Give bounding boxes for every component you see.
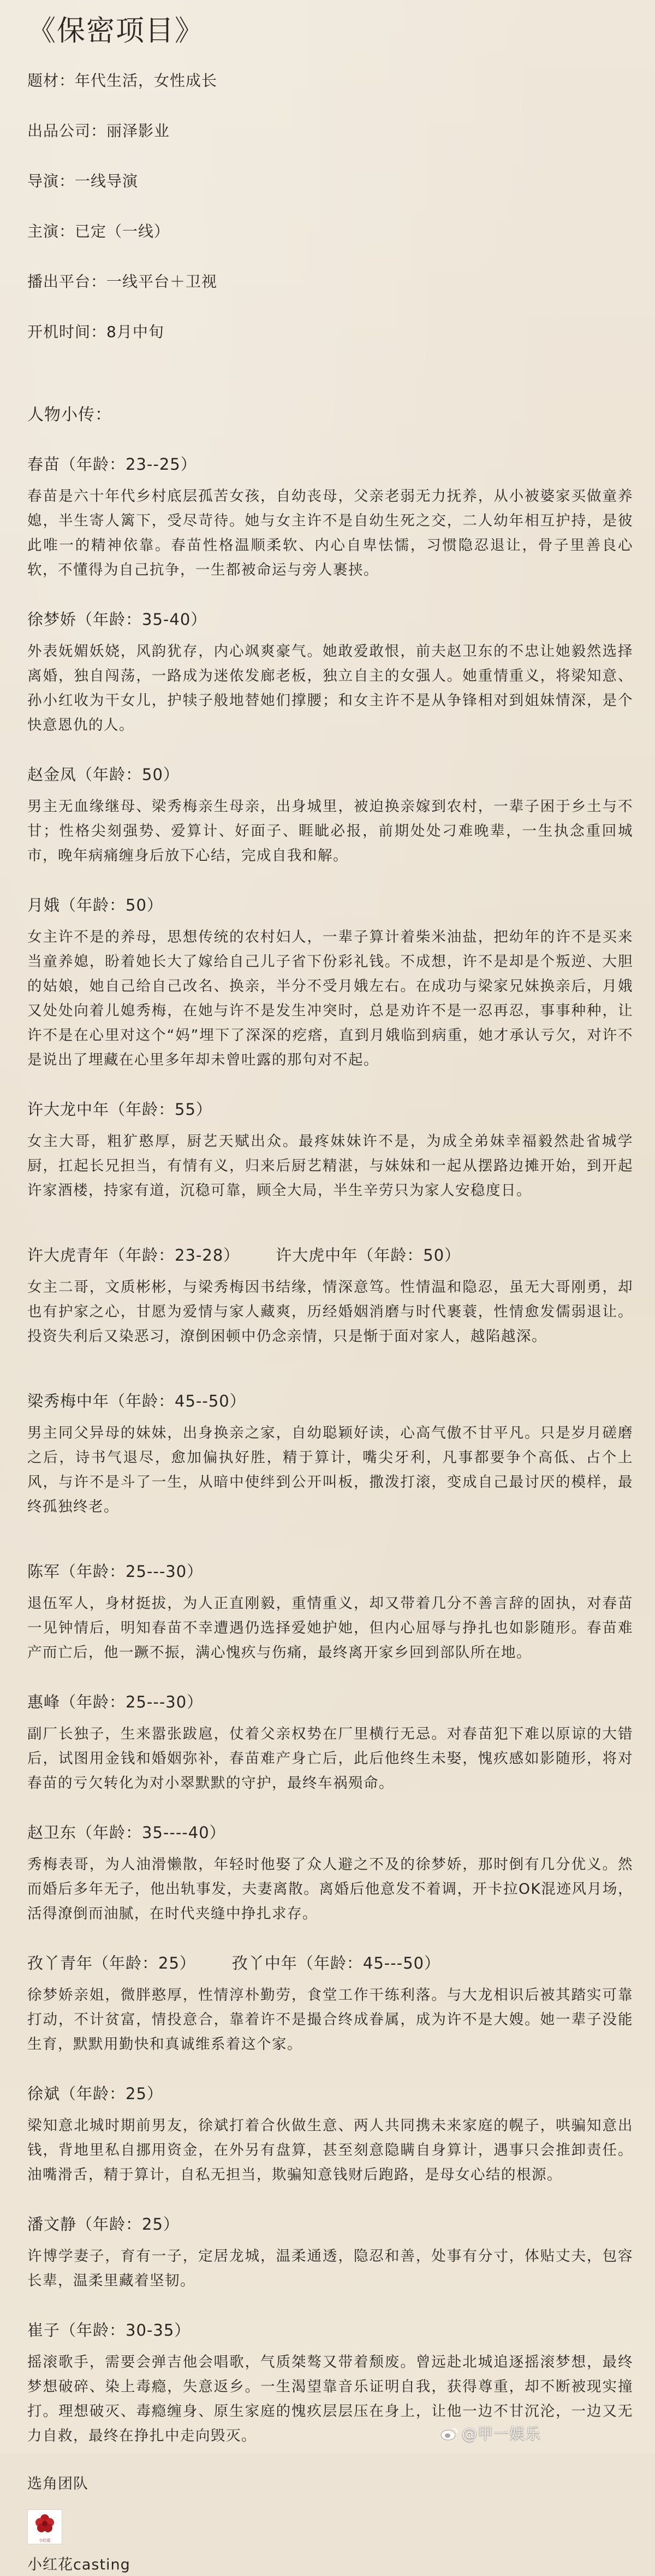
meta-line [27,221,633,243]
section-title: 人物小传： [27,405,112,424]
weibo-icon [440,2426,458,2441]
character-description: 女主许不是的养母，思想传统的农村妇人，一辈子算计着柴米油盐，把幼年的许不是买来当童养媳，盼着她长大了嫁给自己儿子省下份彩礼钱。不成想，许不是却是个叛逆、大胆的姑娘，她自己给自己改名、换亲，半分不受月娥左右。在成功与梁家兄妹换亲后，月娥又处处向着儿媳秀梅，在她与许不是发生冲突时，总是劝许不是一忍再忍，事事种种，让许不是在心里对这个“妈”埋下了深深的疙瘩，直到月娥临到病重，她才承认亏欠，对许不是说出了埋藏在心里多年却未曾吐露的那句对不起。 [27,929,633,1068]
character-heading [27,1559,633,1584]
character-name-age: 月娥（年龄：50） [27,896,163,914]
character-entry [27,1821,633,1926]
meta-key: 导演： [27,172,75,190]
character-entry [27,1951,633,2057]
character-name-age: 许大龙中年（年龄：55） [27,1100,212,1119]
logo-caption: 小红花 [39,2538,51,2543]
character-description: 秀梅表哥，为人油滑懒散，年轻时他娶了众人避之不及的徐梦娇，那时倒有几分优义。然而婚后多年无子，他出轨事发，夫妻离散。离婚后他意发不着调，开卡拉OK混迹风月场，活得潦倒而油腻，在时代夹缝中挣扎求存。 [27,1856,633,1922]
character-heading [27,1097,633,1121]
character-entry [27,2212,633,2293]
team-label: 选角团队 [27,2475,88,2492]
character-description: 男主无血缘继母、梁秀梅亲生母亲，出身城里，被迫换亲嫁到农村，一辈子困于乡土与不甘；性格尖刻强势、爱算计、好面子、睚眦必报，前期处处刁难晚辈，一生执念重回城市，晚年病痛缠身后放下心结，完成自我和解。 [27,798,633,864]
character-entry [27,1690,633,1795]
character-name-age: 梁秀梅中年（年龄：45--50） [27,1392,246,1410]
meta-line [27,271,633,293]
character-heading [27,2082,633,2106]
character-name-age: 春苗（年龄：23--25） [27,455,197,474]
meta-line [27,321,633,343]
watermark-text: @甲一娱乐 [462,2425,541,2443]
character-entry [27,1389,633,1519]
character-description: 男主同父异母的妹妹，出身换亲之家，自幼聪颖好读，心高气傲不甘平凡。只是岁月磋磨之后，诗书气退尽，愈加偏执好胜，精于算计，嘴尖牙利，凡事都要争个高低、占个上风，与许不是斗了一生，从暗中使绊到公开叫板，撒泼打滚，变成自己最讨厌的模样，最终孤独终老。 [27,1425,633,1515]
character-heading [27,452,633,476]
meta-line [27,120,633,142]
character-description: 梁知意北城时期前男友，徐斌打着合伙做生意、两人共同携未来家庭的幌子，哄骗知意出钱，背地里私自挪用资金，在外另有盘算，甚至刻意隐瞒自身算计，遇事只会推卸责任。油嘴滑舌，精于算计，自私无担当，欺骗知意钱财后跑路，是母女心结的根源。 [27,2117,633,2183]
character-entry [27,2082,633,2187]
character-list [27,452,633,2448]
character-heading [27,607,633,631]
watermark [440,2423,541,2445]
character-description: 副厂长独子，生来嚣张跋扈，仗着父亲权势在厂里横行无忌。对春苗犯下难以原谅的大错后，试图用金钱和婚姻弥补，春苗难产身亡后，此后他终生未娶，愧疚感如影随形，将对春苗的亏欠转化为对小翠默默的守护，最终车祸殒命。 [27,1726,633,1792]
character-heading [27,1821,633,1845]
character-entry [27,452,633,582]
meta-key: 播出平台： [27,273,107,291]
meta-key: 题材： [27,72,75,90]
document-title: 《保密项目》 [27,15,205,48]
meta-value: 年代生活，女性成长 [75,72,218,90]
character-heading [27,2318,633,2342]
character-description: 女主二哥，文质彬彬，与梁秀梅因书结缘，情深意笃。性情温和隐忍，虽无大哥刚勇，却也有护家之心，甘愿为爱情与家人藏爽，历经婚姻消磨与时代裹蓑，性情愈发儒弱退让。投资失利后又染恶习，潦倒困顿中仍念亲情，只是惭于面对家人，越陷越深。 [27,1279,633,1345]
character-name-age: 孜丫青年（年龄：25） [27,1954,196,1972]
meta-value: 已定（一线） [75,222,170,240]
character-heading [27,1243,633,1267]
character-heading [27,2212,633,2236]
character-description: 外表妩媚妖娆，风韵犹存，内心飒爽豪气。她敢爱敢恨，前夫赵卫东的不忠让她毅然选择离婚，独自闯荡，一路成为迷侬发廊老板，独立自主的女强人。她重情重义，将梁知意、孙小红收为干女儿，护犊子般地替她们撑腰；和女主许不是从争锋相对到姐妹情深，是个快意恩仇的人。 [27,643,633,734]
character-description: 春苗是六十年代乡村底层孤苦女孩，自幼丧母，父亲老弱无力抚养，从小被婆家买做童养媳，半生寄人篱下，受尽苛待。她与女主许不是自幼生死之交，二人幼年相互护持，是彼此唯一的精神依靠。春苗性格温顺柔软、内心自卑怯懦，习惯隐忍退让，骨子里善良心软，不懂得为自己抗争，一生都被命运与旁人裹挟。 [27,488,633,578]
character-entry [27,2318,633,2448]
red-flower-logo [27,2509,62,2544]
character-description: 退伍军人，身材挺拔，为人正直刚毅，重情重义，却又带着几分不善言辞的固执，对春苗一见钟情后，明知春苗不幸遭遇仍选择爱她护她，但内心屈辱与挣扎也如影随形。春苗难产而亡后，他一蹶不振，满心愧疚与伤痛，最终离开家乡回到部队所在地。 [27,1595,633,1661]
character-entry [27,763,633,868]
character-name-age: 徐梦娇（年龄：35-40） [27,610,207,629]
character-name-age-secondary: 许大虎中年（年龄：50） [276,1246,461,1265]
character-entry [27,1559,633,1665]
character-entry [27,893,633,1072]
character-entry [27,1243,633,1349]
character-name-age-secondary: 孜丫中年（年龄：45---50） [231,1954,441,1972]
character-heading [27,893,633,917]
character-name-age: 崔子（年龄：30-35） [27,2321,191,2339]
character-description: 女主大哥，粗犷憨厚，厨艺天赋出众。最疼妹妹许不是，为成全弟妹幸福毅然赴省城学厨，扛起长兄担当，有情有义，归来后厨艺精湛，与妹妹和一起从摆路边摊开始，到开起许家酒楼，持家有道，沉稳可靠，顾全大局，半生辛劳只为家人安稳度日。 [27,1133,633,1199]
red-flower-logo-icon [32,2513,57,2535]
meta-value: 一线导演 [75,172,139,190]
meta-key: 主演： [27,222,75,240]
character-name-age: 惠峰（年龄：25---30） [27,1693,204,1711]
character-heading [27,1951,633,1975]
meta-key: 开机时间： [27,323,107,341]
meta-line [27,70,633,92]
character-heading [27,1690,633,1714]
character-description: 徐梦娇亲姐，微胖憨厚，性情淳朴勤劳，食堂工作干练利落。与大龙相识后被其踏实可靠打动，不计贫富，情投意合，靠着许不是撮合终成眷属，成为许不是大嫂。她一辈子没能生育，默默用勤快和真诚维系着这个家。 [27,1987,633,2053]
meta-value: 丽泽影业 [106,122,170,140]
character-entry [27,607,633,737]
meta-value: 一线平台＋卫视 [106,273,218,291]
character-name-age: 许大虎青年（年龄：23-28） [27,1246,240,1265]
character-heading [27,763,633,787]
character-description: 许博学妻子，育有一子，定居龙城，温柔通透，隐忍和善，处事有分寸，体贴丈夫，包容长辈，温柔里藏着坚韧。 [27,2248,633,2289]
character-heading [27,1389,633,1413]
meta-list [27,70,633,343]
character-description: 摇滚歌手，需要会弹吉他会唱歌，气质桀骜又带着颓废。曾远赴北城追逐摇滚梦想，最终梦想破碎、染上毒瘾，失意返乡。一生渴望靠音乐证明自我，获得尊重，却不断被现实撞打。理想破灭、毒瘾缠身、原生家庭的愧疚层层压在身上，让他一边不甘沉沦，一边又无力自救，最终在挣扎中走向毁灭。 [27,2354,633,2444]
meta-line [27,170,633,192]
character-name-age: 陈军（年龄：25---30） [27,1562,204,1581]
character-name-age: 赵金凤（年龄：50） [27,765,180,784]
meta-value: 8月中旬 [106,323,164,341]
character-name-age: 潘文静（年龄：25） [27,2215,180,2234]
casting-label: 小红花casting [27,2556,130,2573]
meta-key: 出品公司： [27,122,107,140]
character-entry [27,1097,633,1203]
document-content [27,11,633,2576]
character-name-age: 赵卫东（年龄：35----40） [27,1823,226,1842]
character-name-age: 徐斌（年龄：25） [27,2084,163,2103]
